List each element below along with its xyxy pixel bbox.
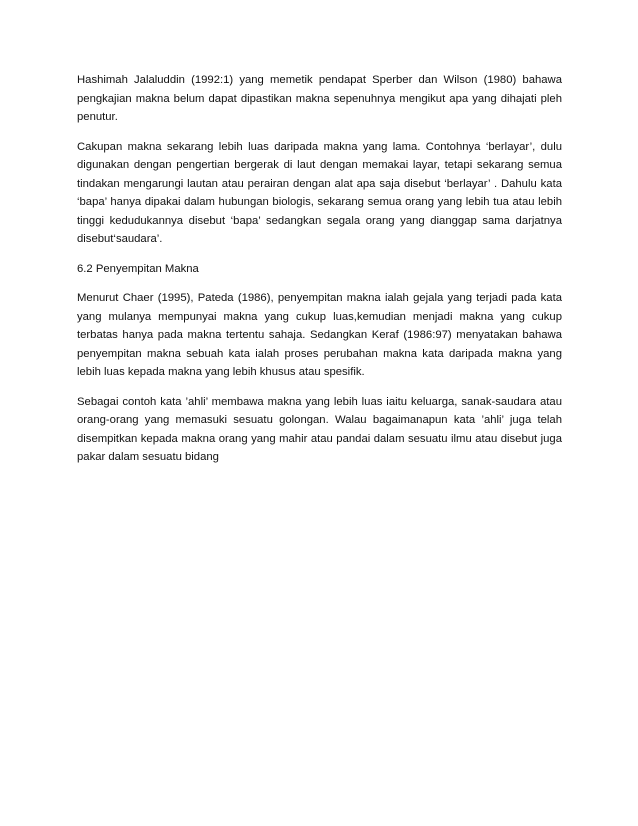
paragraph-hashimah: Hashimah Jalaluddin (1992:1) yang memetik pendapat Sperber dan Wilson (1980) bahawa pengkajian makna belum dapat dipastikan makna sepenuhnya mengikut apa yang dihajati pleh penutur. [77,74,562,123]
section-heading: 6.2 Penyempitan Makna [77,262,199,275]
paragraph-cakupan-makna: Cakupan makna sekarang lebih luas daripada makna yang lama. Contohnya ‘berlayar’, dulu digunakan dengan pengertian bergerak di laut dengan memakai layar, tetapi sekarang semua tindakan mengarungi lautan atau perairan dengan alat apa saja disebut ‘berlayar’ . Dahulu kata ‘bapa’ hanya dipakai dalam hubungan biologis, sekarang semua orang yang lebih tua atau lebih tinggi kedudukannya disebut ‘bapa’ sedangkan segala orang yang dianggap sama darjatnya disebut‘saudara’. [77,140,562,245]
paragraph-menurut-chaer: Menurut Chaer (1995), Pateda (1986), penyempitan makna ialah gejala yang terjadi pada kata yang mulanya mempunyai makna yang cukup luas,kemudian menjadi makna yang cukup terbatas hanya pada makna tertentu sahaja. Sedangkan Keraf (1986:97) menyatakan bahawa penyempitan makna sebuah kata ialah proses perubahan makna kata daripada makna yang lebih luas kepada makna yang lebih khusus atau spesifik. [77,292,562,378]
paragraph-contoh-ahli: Sebagai contoh kata ’ahli’ membawa makna yang lebih luas iaitu keluarga, sanak-saudara atau orang-orang yang memasuki sesuatu golongan. Walau bagaimanapun kata ’ahli’ juga telah disempitkan kepada makna orang yang mahir atau pandai dalam sesuatu ilmu atau disebut juga pakar dalam sesuatu bidang [77,395,562,463]
